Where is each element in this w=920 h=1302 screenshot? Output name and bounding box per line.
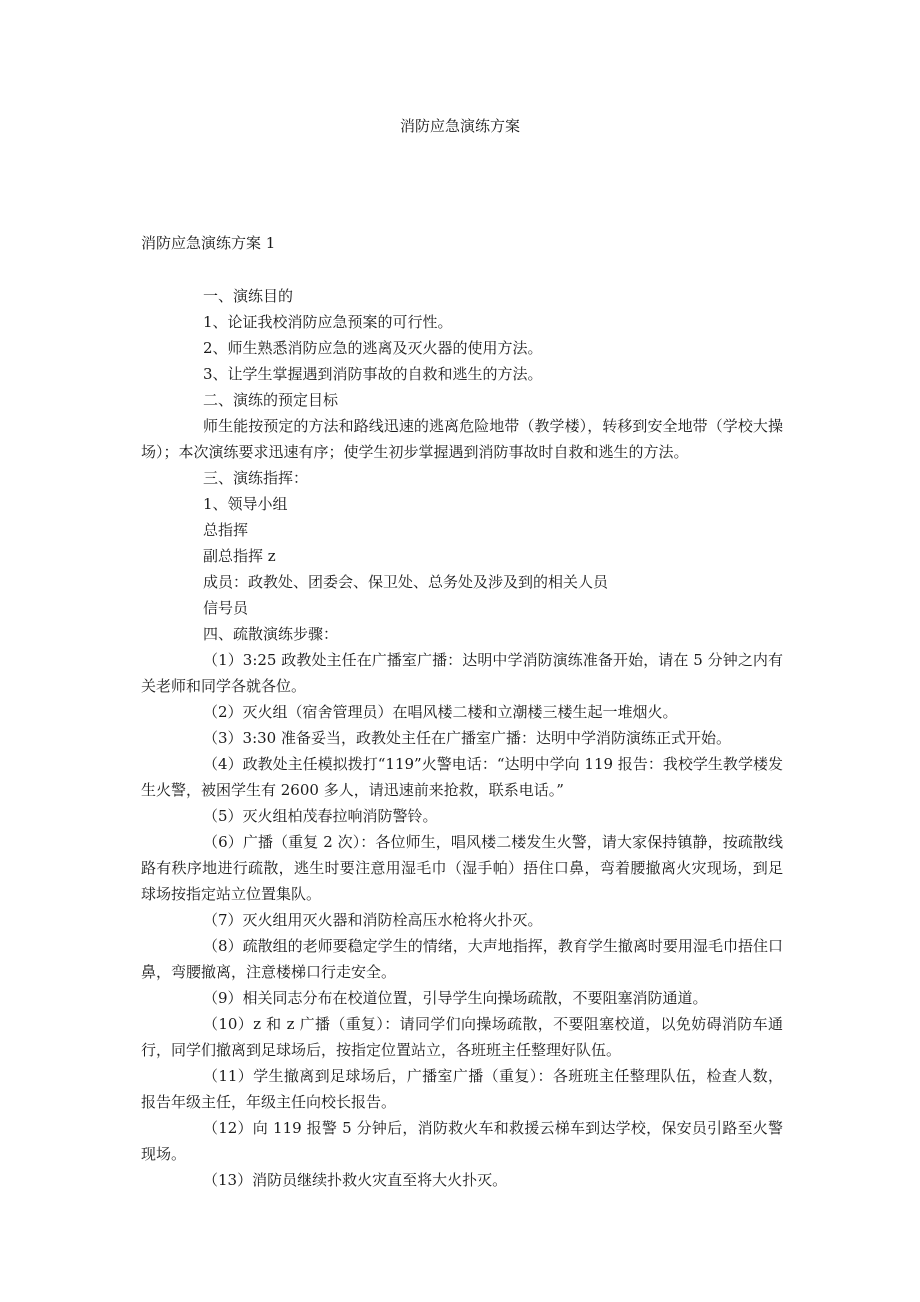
paragraph: （5）灭火组柏茂春拉响消防警铃。 — [203, 807, 438, 825]
paragraph: （4）政教处主任模拟拨打“119”火警电话：“达明中学向 119 报告：我校学生教学楼发生火警，被困学生有 2600 多人，请迅速前来抢救，联系电话。” — [141, 755, 783, 799]
paragraph: （2）灭火组（宿舍管理员）在唱风楼二楼和立潮楼三楼生起一堆烟火。 — [203, 703, 678, 721]
section-title: 消防应急演练方案 1 — [141, 234, 276, 252]
paragraph: 2、师生熟悉消防应急的逃离及灭火器的使用方法。 — [203, 339, 543, 357]
paragraph: 二、演练的预定目标 — [203, 391, 339, 409]
paragraph: （3）3:30 准备妥当，政教处主任在广播室广播：达明中学消防演练正式开始。 — [203, 729, 731, 747]
paragraph: 信号员 — [203, 599, 249, 617]
paragraph: （12）向 119 报警 5 分钟后，消防救火车和救援云梯车到达学校，保安员引路至火警现场。 — [141, 1119, 783, 1163]
paragraph: （11）学生撤离到足球场后，广播室广播（重复）：各班班主任整理队伍，检查人数，报告年级主任，年级主任向校长报告。 — [141, 1067, 783, 1111]
document-body — [141, 283, 783, 1193]
paragraph: （13）消防员继续扑救火灾直至将大火扑灭。 — [203, 1171, 508, 1189]
paragraph: 副总指挥 z — [203, 547, 276, 565]
paragraph: 四、疏散演练步骤： — [203, 625, 339, 643]
paragraph: 1、领导小组 — [203, 495, 288, 513]
paragraph: （1）3:25 政教处主任在广播室广播：达明中学消防演练准备开始，请在 5 分钟之内有关老师和同学各就各位。 — [141, 651, 783, 695]
paragraph: 成员：政教处、团委会、保卫处、总务处及涉及到的相关人员 — [203, 573, 609, 591]
paragraph: 师生能按预定的方法和路线迅速的逃离危险地带（教学楼），转移到安全地带（学校大操场）；本次演练要求迅速有序；使学生初步掌握遇到消防事故时自救和逃生的方法。 — [141, 417, 783, 461]
paragraph: （9）相关同志分布在校道位置，引导学生向操场疏散，不要阻塞消防通道。 — [203, 989, 708, 1007]
paragraph: （10）z 和 z 广播（重复）：请同学们向操场疏散，不要阻塞校道，以免妨碍消防车通行，同学们撤离到足球场后，按指定位置站立，各班班主任整理好队伍。 — [141, 1015, 783, 1059]
paragraph: 总指挥 — [203, 521, 249, 539]
paragraph: 1、论证我校消防应急预案的可行性。 — [203, 313, 453, 331]
paragraph: （8）疏散组的老师要稳定学生的情绪，大声地指挥，教育学生撤离时要用湿毛巾捂住口鼻，弯腰撤离，注意楼梯口行走安全。 — [141, 937, 783, 981]
paragraph: （6）广播（重复 2 次）：各位师生，唱风楼二楼发生火警，请大家保持镇静，按疏散线路有秩序地进行疏散，逃生时要注意用湿毛巾（湿手帕）捂住口鼻，弯着腰撤离火灾现场，到足球场按指定站立位置集队。 — [141, 833, 783, 903]
paragraph: 三、演练指挥： — [203, 469, 309, 487]
document-title: 消防应急演练方案 — [399, 117, 520, 135]
paragraph: 3、让学生掌握遇到消防事故的自救和逃生的方法。 — [203, 365, 543, 383]
paragraph: 一、演练目的 — [203, 287, 294, 305]
paragraph: （7）灭火组用灭火器和消防栓高压水枪将火扑灭。 — [203, 911, 543, 929]
